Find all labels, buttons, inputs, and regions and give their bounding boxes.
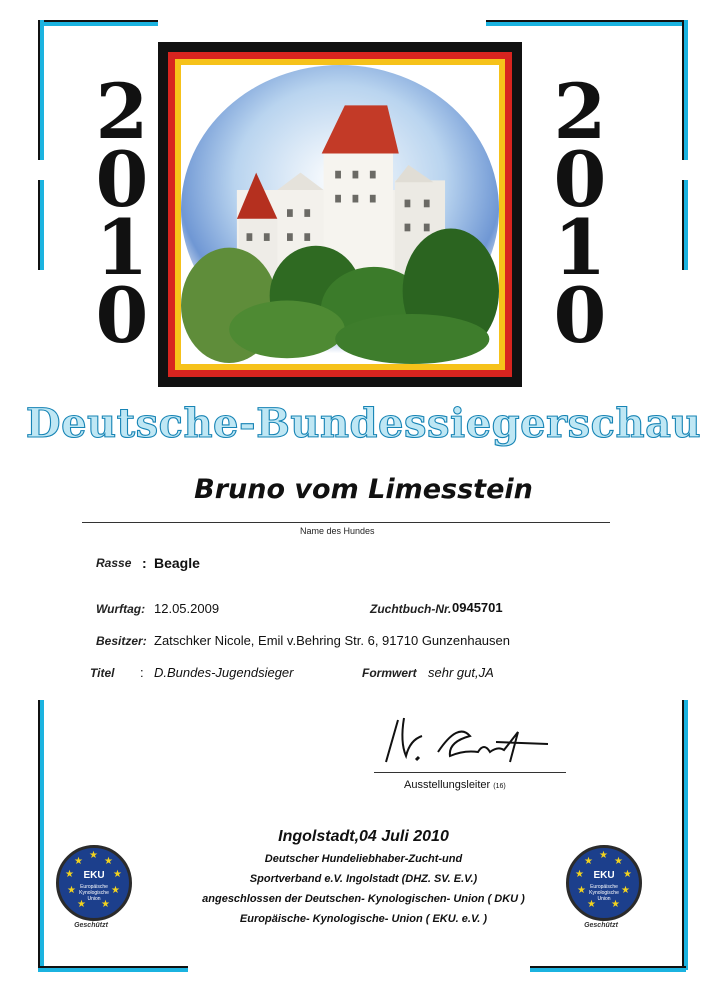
seal-abbr: EKU xyxy=(83,870,105,881)
org-line-4: Europäische- Kynologische- Union ( EKU. e.V. ) xyxy=(239,913,488,925)
show-title: Deutsche-Bundessiegerschau xyxy=(25,400,702,447)
rasse-colon: : xyxy=(142,555,147,571)
eku-seal-right xyxy=(566,845,642,921)
star-icon: ★ xyxy=(611,899,620,910)
signature-note: (16) xyxy=(493,783,506,790)
rasse-value: Beagle xyxy=(154,555,200,571)
frame-corner-bottom-right-h xyxy=(530,966,686,972)
star-icon: ★ xyxy=(599,850,608,861)
star-icon: ★ xyxy=(621,885,630,896)
seal-sub: Europäische Kynologische Union xyxy=(79,884,109,902)
seal-caption-left: Geschützt xyxy=(74,922,108,929)
zuchtbuch-value: 0945701 xyxy=(452,600,503,615)
frame-corner-bottom-left-h xyxy=(38,966,188,972)
year-digit: 2 xyxy=(95,67,149,156)
titel-value: D.Bundes-Jugendsieger xyxy=(154,665,294,680)
year-digit: 2 xyxy=(553,67,607,156)
star-icon: ★ xyxy=(575,869,584,880)
signature-image xyxy=(378,712,558,768)
seal-caption-right: Geschützt xyxy=(584,922,618,929)
dog-name: Bruno vom Limesstein xyxy=(194,474,533,505)
year-digit: 0 xyxy=(95,135,149,224)
year-left xyxy=(82,67,162,360)
star-icon: ★ xyxy=(65,869,74,880)
year-digit: 1 xyxy=(553,203,607,292)
seal-abbr: EKU xyxy=(593,870,615,881)
frame-corner-top-left-v xyxy=(38,20,44,160)
wurftag-value: 12.05.2009 xyxy=(154,601,220,616)
org-line-2: Sportverband e.V. Ingolstadt (DHZ. SV. E.V.) xyxy=(249,873,478,885)
formwert-value: sehr gut,JA xyxy=(428,665,494,680)
star-icon: ★ xyxy=(74,856,83,867)
seal-sub: Europäische Kynologische Union xyxy=(589,884,619,902)
frame-corner-top-right-h xyxy=(486,20,686,26)
titel-label: Titel xyxy=(90,666,115,680)
dog-name-underline xyxy=(82,522,610,523)
star-icon: ★ xyxy=(101,899,110,910)
star-icon: ★ xyxy=(89,850,98,861)
year-digit: 1 xyxy=(95,203,149,292)
year-digit: 0 xyxy=(95,271,149,360)
frame-corner-top-left-h xyxy=(38,20,158,26)
star-icon: ★ xyxy=(113,869,122,880)
zuchtbuch-label: Zuchtbuch-Nr. xyxy=(370,602,452,616)
org-line-1: Deutscher Hundeliebhaber-Zucht-und xyxy=(264,853,463,865)
frame-side-right-mid xyxy=(682,180,688,270)
star-icon: ★ xyxy=(584,856,593,867)
signature-caption xyxy=(404,779,506,791)
frame-side-left-mid xyxy=(38,180,44,270)
eku-seal-left xyxy=(56,845,132,921)
year-right xyxy=(540,67,620,360)
castle-photo-frame xyxy=(158,42,522,387)
star-icon: ★ xyxy=(104,856,113,867)
place-date: Ingolstadt,04 Juli 2010 xyxy=(278,828,449,845)
besitzer-value: Zatschker Nicole, Emil v.Behring Str. 6, 91710 Gunzenhausen xyxy=(154,633,511,648)
star-icon: ★ xyxy=(614,856,623,867)
star-icon: ★ xyxy=(111,885,120,896)
star-icon: ★ xyxy=(577,885,586,896)
star-icon: ★ xyxy=(587,899,596,910)
org-line-3: angeschlossen der Deutschen- Kynologischen- Union ( DKU ) xyxy=(202,893,525,905)
frame-corner-top-right-v xyxy=(682,20,688,160)
formwert-label: Formwert xyxy=(362,666,417,680)
signature-line xyxy=(374,772,566,773)
wurftag-label: Wurftag: xyxy=(96,602,146,616)
besitzer-label: Besitzer: xyxy=(96,634,147,648)
star-icon: ★ xyxy=(67,885,76,896)
year-digit: 0 xyxy=(553,271,607,360)
titel-colon: : xyxy=(140,665,144,680)
star-icon: ★ xyxy=(77,899,86,910)
signature-role: Ausstellungsleiter xyxy=(404,779,491,791)
year-digit: 0 xyxy=(553,135,607,224)
rasse-label: Rasse xyxy=(96,556,132,570)
castle-photo xyxy=(181,65,499,364)
star-icon: ★ xyxy=(623,869,632,880)
dog-name-caption: Name des Hundes xyxy=(300,526,375,536)
